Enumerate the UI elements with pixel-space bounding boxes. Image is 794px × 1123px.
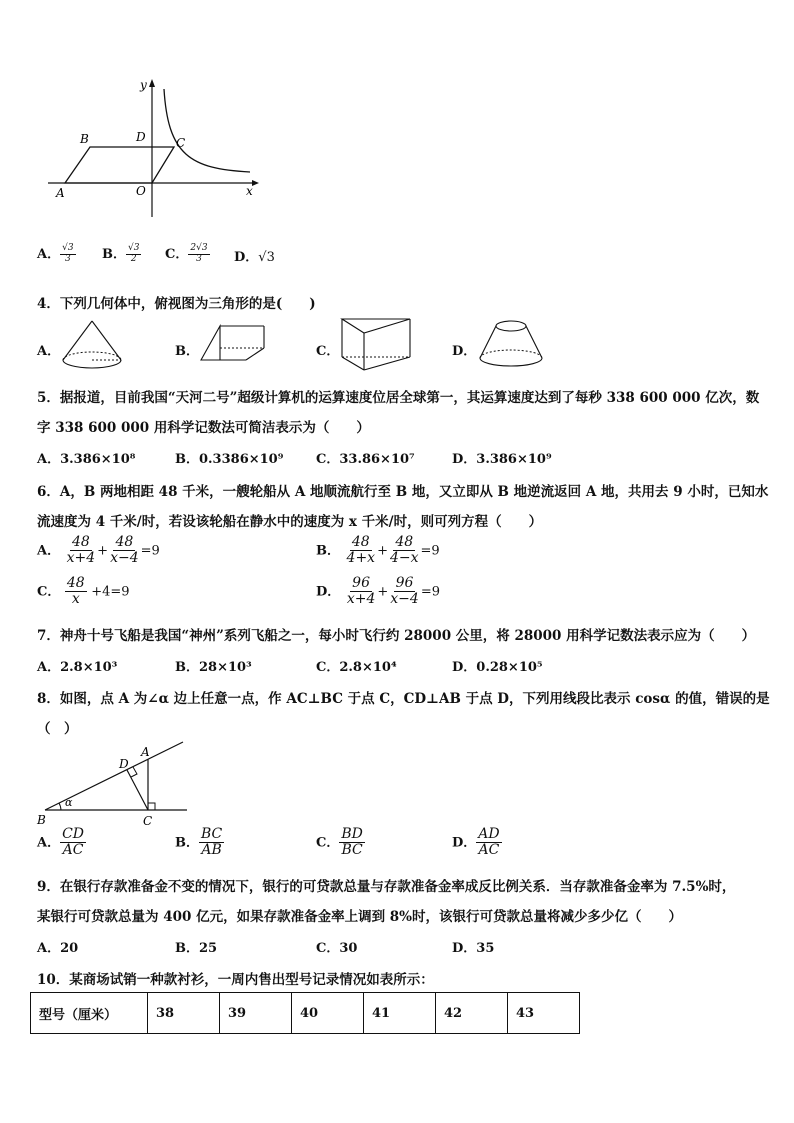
- q6-stem-line2: 流速度为 4 千米/时，若设该轮船在静水中的速度为 x 千米/时，则可列方程（ ）: [37, 514, 543, 530]
- q5-stem-line2: 字 338 600 000 用科学记数法可简洁表示为（ ）: [37, 420, 370, 436]
- q7-option-a[interactable]: A．2.8×10³: [37, 660, 118, 675]
- table-cell: 39: [220, 993, 292, 1034]
- label-b: B: [80, 132, 89, 146]
- q8-option-a[interactable]: A． $\frac{CD}{AC}$: [37, 826, 85, 859]
- q4-option-b[interactable]: B．: [175, 344, 199, 359]
- label-a: A: [141, 745, 150, 759]
- x-arrow: [252, 180, 259, 186]
- q8-option-d[interactable]: D． $\frac{AD}{AC}$: [452, 826, 500, 859]
- q4-stem: 4．下列几何体中，俯视图为三角形的是( ): [37, 296, 316, 312]
- q6-option-b[interactable]: B． $\frac{48}{4+x}$ + $\frac{48}{4-x}$ =9: [316, 534, 440, 567]
- label-d: D: [119, 757, 129, 771]
- q8-option-c[interactable]: C． $\frac{BD}{BC}$: [316, 826, 363, 859]
- q8-stem-line1: 8．如图，点 A 为∠α 边上任意一点，作 AC⊥BC 于点 C，CD⊥AB 于点 D，下列用线段比表示 cosα 的值，错误的是: [37, 691, 770, 707]
- label-y: y: [140, 78, 147, 92]
- label-x: x: [246, 184, 253, 198]
- label-c: C: [176, 136, 186, 150]
- q5-option-b[interactable]: B．0.3386×10⁹: [175, 452, 284, 467]
- label-a: A: [56, 186, 65, 200]
- parallelogram-abcd: [65, 147, 174, 183]
- q4-option-a[interactable]: A．: [37, 344, 61, 359]
- q9-stem-line1: 9．在银行存款准备金不变的情况下，银行的可贷款总量与存款准备金率成反比例关系．当存款准备金率为 7.5%时，: [37, 879, 736, 895]
- q9-option-b[interactable]: B．25: [175, 941, 218, 956]
- q6-option-d[interactable]: D． $\frac{96}{x+4}$ + $\frac{96}{x-4}$ =9: [316, 575, 440, 608]
- label-c: C: [143, 814, 153, 828]
- q4-option-d[interactable]: D．: [452, 344, 477, 359]
- right-angle-c: [148, 803, 155, 810]
- q5-option-d[interactable]: D．3.386×10⁹: [452, 452, 552, 467]
- table-row: [31, 993, 580, 1034]
- angle-arc: [59, 803, 61, 810]
- y-arrow: [149, 79, 155, 87]
- q9-option-a[interactable]: A．20: [37, 941, 79, 956]
- q3-option-b[interactable]: B． $\frac{√3}{2}$: [102, 243, 140, 264]
- label-o: O: [136, 184, 146, 198]
- q3-option-d[interactable]: D．√3: [234, 250, 275, 265]
- table-cell: 40: [292, 993, 364, 1034]
- table-cell: 42: [436, 993, 508, 1034]
- q3-option-c[interactable]: C． $\frac{2√3}{3}$: [165, 243, 208, 264]
- q5-option-c[interactable]: C．33.86×10⁷: [316, 452, 415, 467]
- cone-icon: [60, 318, 125, 373]
- frustum-icon: [476, 318, 546, 370]
- q5-stem-line1: 5．据报道，目前我国“天河二号”超级计算机的运算速度位居全球第一，其运算速度达到了每秒 338 600 000 亿次，数: [37, 390, 760, 406]
- table-header-cell: 型号（厘米）: [31, 993, 148, 1034]
- q8-option-b[interactable]: B． $\frac{BC}{AB}$: [175, 826, 223, 859]
- q5-option-a[interactable]: A．3.386×10⁸: [37, 452, 136, 467]
- q7-option-c[interactable]: C．2.8×10⁴: [316, 660, 397, 675]
- table-cell: 43: [508, 993, 580, 1034]
- q6-stem-line1: 6．A，B 两地相距 48 千米，一艘轮船从 A 地顺流航行至 B 地，又立即从 B 地逆流返回 A 地，共用去 9 小时，已知水: [37, 484, 769, 500]
- q8-figure: [35, 740, 195, 828]
- q9-option-d[interactable]: D．35: [452, 941, 495, 956]
- triangular-prism-upright-icon: [338, 315, 414, 373]
- q8-stem-line2: （ ）: [37, 721, 78, 737]
- q4-option-c[interactable]: C．: [316, 344, 340, 359]
- q6-option-a[interactable]: A． $\frac{48}{x+4}$ + $\frac{48}{x-4}$ =9: [37, 534, 160, 567]
- segment-cd: [127, 770, 148, 810]
- size-table: [30, 992, 580, 1034]
- table-cell: 38: [148, 993, 220, 1034]
- hyperbola-curve: [164, 89, 250, 172]
- q6-option-c[interactable]: C． $\frac{48}{x}$ +4=9: [37, 575, 130, 608]
- q7-stem: 7．神舟十号飞船是我国“神州”系列飞船之一，每小时飞行约 28000 公里，将 28000 用科学记数法表示应为（ ）: [37, 628, 756, 644]
- q9-stem-line2: 某银行可贷款总量为 400 亿元，如果存款准备金率上调到 8%时，该银行可贷款总量将减少多少亿（ ）: [37, 909, 682, 925]
- q7-option-d[interactable]: D．0.28×10⁵: [452, 660, 543, 675]
- triangular-prism-side-icon: [198, 322, 268, 364]
- q10-stem: 10．某商场试销一种款衬衫，一周内售出型号记录情况如表所示：: [37, 972, 434, 988]
- q7-option-b[interactable]: B．28×10³: [175, 660, 252, 675]
- label-b: B: [37, 813, 46, 827]
- table-cell: 41: [364, 993, 436, 1034]
- q9-option-c[interactable]: C．30: [316, 941, 358, 956]
- label-d: D: [136, 130, 146, 144]
- q3-figure: [40, 75, 270, 220]
- right-angle-d: [131, 767, 137, 777]
- label-alpha: α: [65, 796, 73, 809]
- q3-option-a[interactable]: A． $\frac{√3}{3}$: [37, 243, 74, 264]
